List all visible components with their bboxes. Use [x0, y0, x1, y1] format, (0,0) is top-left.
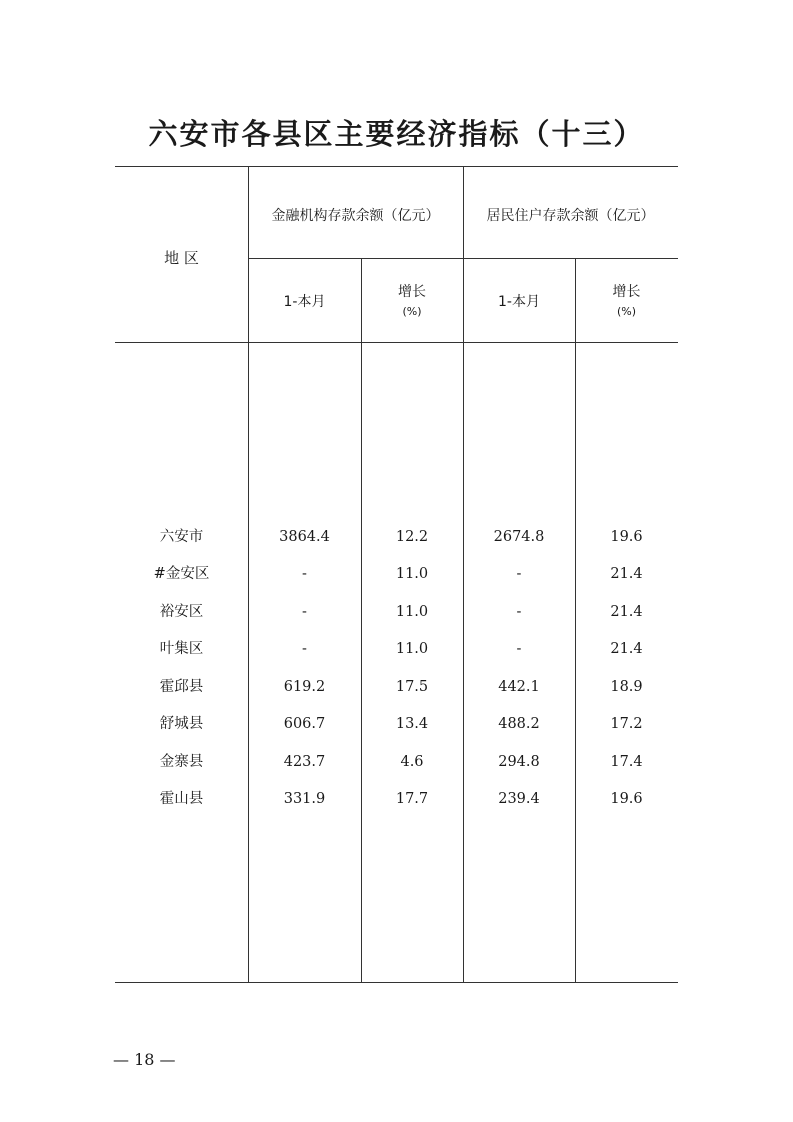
region-name: 霍邱县: [159, 679, 204, 695]
household-deposit-growth: 17.2: [610, 716, 643, 732]
growth-unit: (%): [616, 305, 637, 318]
household-deposit-growth: 18.9: [610, 679, 643, 695]
financial-deposit-growth: 17.5: [395, 679, 429, 695]
household-deposit-value: -: [516, 566, 522, 582]
financial-deposit-value: -: [302, 604, 307, 620]
growth-unit: (%): [402, 305, 422, 318]
household-deposit-value: 294.8: [498, 754, 540, 770]
financial-deposit-value: 619.2: [283, 679, 326, 695]
divider-header-bottom: [115, 342, 678, 343]
household-deposit-growth: 21.4: [610, 604, 643, 620]
page-title: 六安市各县区主要经济指标（十三）: [148, 117, 645, 151]
region-name: 叶集区: [159, 641, 204, 657]
economic-indicators-table: [115, 166, 678, 983]
household-deposit-value: 2674.8: [493, 529, 545, 545]
financial-deposit-value: 331.9: [283, 791, 326, 807]
household-deposit-value: -: [516, 641, 522, 657]
household-deposit-growth: 19.6: [610, 529, 643, 545]
table-row: [115, 601, 678, 623]
financial-deposit-value: -: [302, 566, 307, 582]
table-row: [115, 638, 678, 660]
table-row: [115, 713, 678, 735]
header-growth-financial: [361, 281, 463, 318]
header-cumulative-household: 1-本月: [498, 294, 540, 310]
page-number: — 18 —: [113, 1050, 176, 1069]
table-row: [115, 751, 678, 773]
region-name: 裕安区: [159, 604, 204, 620]
region-name: 舒城县: [159, 716, 204, 732]
financial-deposit-growth: 11.0: [395, 604, 429, 620]
region-name: #金安区: [153, 566, 210, 582]
region-name: 霍山县: [159, 791, 204, 807]
financial-deposit-value: 423.7: [283, 754, 326, 770]
household-deposit-growth: 21.4: [610, 641, 643, 657]
header-region: 地 区: [164, 249, 199, 267]
header-growth-household: [575, 281, 678, 318]
household-deposit-growth: 21.4: [610, 566, 643, 582]
header-household-deposits: 居民住户存款余额（亿元）: [486, 208, 655, 224]
financial-deposit-growth: 11.0: [395, 566, 429, 582]
growth-label: 增长: [612, 284, 641, 300]
header-cumulative-financial: 1-本月: [283, 294, 326, 310]
financial-deposit-growth: 17.7: [395, 791, 429, 807]
financial-deposit-value: -: [302, 641, 307, 657]
household-deposit-growth: 17.4: [610, 754, 643, 770]
financial-deposit-growth: 4.6: [400, 754, 424, 770]
household-deposit-value: -: [516, 604, 522, 620]
financial-deposit-value: 3864.4: [279, 529, 330, 545]
region-name: 六安市: [159, 529, 204, 545]
table-row: [115, 526, 678, 548]
table-row: [115, 563, 678, 585]
household-deposit-value: 488.2: [498, 716, 540, 732]
divider-header-mid: [248, 258, 678, 259]
household-deposit-growth: 19.6: [610, 791, 643, 807]
header-financial-deposits: 金融机构存款余额（亿元）: [271, 208, 440, 224]
financial-deposit-growth: 11.0: [395, 641, 429, 657]
table-row: [115, 676, 678, 698]
household-deposit-value: 442.1: [498, 679, 540, 695]
region-name: 金寨县: [159, 754, 204, 770]
household-deposit-value: 239.4: [498, 791, 540, 807]
table-row: [115, 788, 678, 810]
financial-deposit-growth: 12.2: [395, 529, 429, 545]
financial-deposit-growth: 13.4: [395, 716, 429, 732]
financial-deposit-value: 606.7: [283, 716, 326, 732]
growth-label: 增长: [398, 284, 426, 300]
